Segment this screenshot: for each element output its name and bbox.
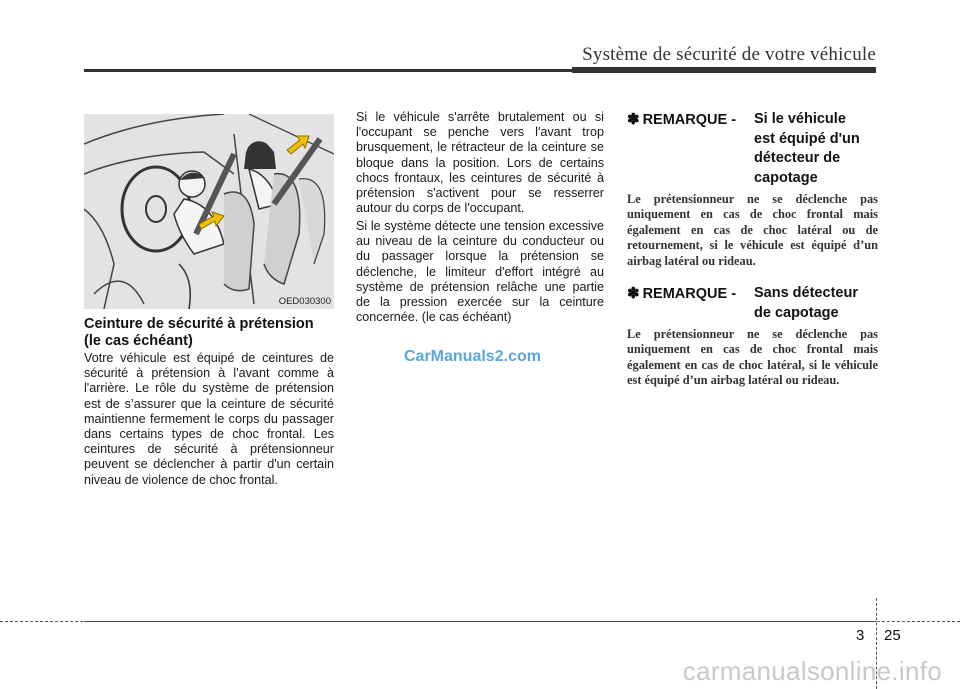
page-number: 25 xyxy=(884,627,901,644)
note-subtitle-line: de capotage xyxy=(754,304,839,321)
paragraph-3: Si le système détecte une tension excessive au niveau de la ceinture du conducteur ou du passager lorsque la prétension se déclenche, le limiteur d'effort intégré au système de prétension relâche une partie de la pression exercée sur la ceinture concernée. (le cas échéant) xyxy=(356,219,604,325)
seatbelt-illustration xyxy=(84,114,334,309)
note-label: REMARQUE - xyxy=(642,286,737,302)
note-heading xyxy=(627,284,878,323)
section-title: Ceinture de sécurité à prétension (le cas échéant) xyxy=(84,316,314,349)
note-subtitle-line: détecteur de xyxy=(754,150,841,166)
figure-code: OED030300 xyxy=(278,296,331,307)
note-no-rollover-sensor xyxy=(627,284,878,389)
chapter-number: 3 xyxy=(856,627,865,644)
note-subtitle-line: est équipé d'un xyxy=(754,130,860,147)
site-watermark: carmanualsonline.info xyxy=(682,656,942,686)
paragraph-1: Votre véhicule est équipé de ceintures de sécurité à prétension à l'avant comme à l'arrière. Le rôle du système de prétension est de s’assurer que la ceinture de sécurité maintienne fermement le corps du passager dans certains types de choc frontal. Les ceintures de sécurité à prétensionneur peuvent se déclencher à partir d'un certain niveau de violence de choc frontal. xyxy=(84,351,334,487)
note-heading xyxy=(627,110,878,188)
note-rollover-sensor xyxy=(627,110,878,269)
carmanuals-watermark: CarManuals2.com xyxy=(404,348,541,365)
note-label: REMARQUE - xyxy=(642,112,737,128)
note-body: Le prétensionneur ne se déclenche pas uniquement en cas de choc frontal mais également en cas de choc latéral ou de retournement, si le véhicule est équipé d’un airbag latéral ou rideau. xyxy=(627,192,878,268)
note-subtitle-line: capotage xyxy=(754,169,818,186)
header-rule-accent xyxy=(572,67,876,73)
note-star-icon: ✽ xyxy=(627,111,640,128)
page-header-title: Système de sécurité de votre véhicule xyxy=(582,44,876,65)
paragraph-2: Si le véhicule s'arrête brutalement ou si l'occupant se penche vers l'avant trop brusquement, le rétracteur de la ceinture se bloque dans la position. Lors de certains chocs frontaux, les ceintures de sécurité à prétension s'activent pour se resserrer autour du corps de l'occupant. xyxy=(356,110,604,216)
note-subtitle-line: Si le véhicule xyxy=(754,111,846,127)
footer-rule xyxy=(84,621,876,622)
note-star-icon: ✽ xyxy=(627,285,640,302)
note-body: Le prétensionneur ne se déclenche pas uniquement en cas de choc frontal mais également en cas de choc latéral, si le véhicule est équipé d’un airbag latéral ou rideau. xyxy=(627,327,878,388)
seatbelt-drawing xyxy=(84,114,334,309)
note-subtitle-line: Sans détecteur xyxy=(754,285,858,301)
